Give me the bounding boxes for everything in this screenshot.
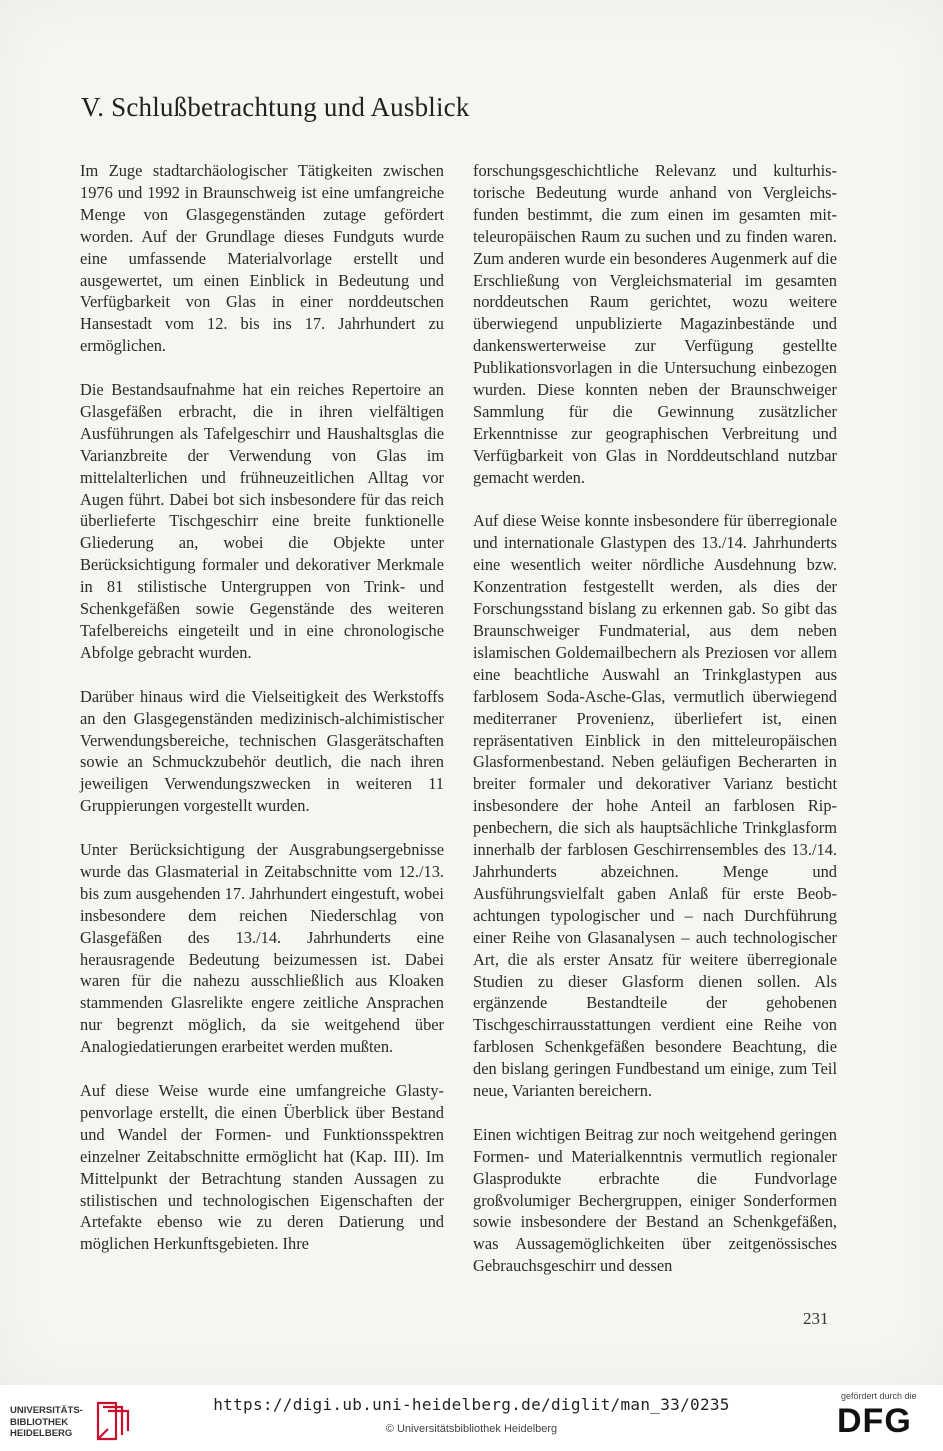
library-name-line: BIBLIOTHEK [10,1416,69,1428]
document-url-link[interactable]: https://digi.ub.uni-heidelberg.de/diglit/man_33/0235 [213,1395,730,1414]
paragraph: Auf diese Weise konnte insbesondere für überregionale und internationale Glastypen des 13./14. Jahrhunderts eine wesentlich weiter nördliche Ausdehnung bzw. Konzentration festgestellt werden, als dies der Forschungsstand bislang zu erkennen gab. So gibt das Braunschweiger Fundmaterial, aus dem neben islamischen Goldemailbechern als Preziosen vor allem eine beachtliche Auswahl an Trinkglastypen aus farblosem Soda-Asche-Glas, vermutlich überwiegend mediterraner Provenienz, überliefert ist, einen repräsentativen Einblick in den mitteleuropäischen Glasformenbestand. Neben geläufigen Becherarten in breiter formaler und dekorativer Varianz besticht insbesondere der hohe Anteil an farblosen Rippenbechern, die sich als hauptsächliche Trinkglasform innerhalb der farblosen Geschirrensembles des 13./14. Jahrhunderts abzeichnen. Menge und Ausführungsvielfalt gaben Anlaß für erste Beobachtungen typologischer und – nach Durchführung einer Reihe von Glasanalysen – auch technologischer Art, die als erster Ansatz für weitere überregionale Studien zu dieser Glasform dienen sollen. Als ergänzende Bestandteile der gehobenen Tischgeschirrausstattungen verdient eine Reihe von farblosen Schenkgefäßen besondere Beachtung, die den bislang geringen Fundbestand um einige, zum Teil neue, Varianten bereichern. [473,511,837,1101]
dfg-logo[interactable] [835,1391,935,1445]
paragraph: Unter Berücksichtigung der Ausgrabungsergebnisse wurde das Glasmaterial in Zeitabschnitte vom 12./13. bis zum ausgehenden 17. Jahrhundert eingestuft, wobei insbesondere dem reichen Niederschlag von Glasgefäßen des 13./14. Jahrhunderts eine herausragende Bedeutung beizumessen ist. Dabei waren für die nahezu ausschließlich aus Kloaken stammenden Glasrelikte engere zeitliche Ansprachen nur begrenzt möglich, da sie weitgehend über Analogiedatierungen erarbeitet werden mußten. [80,840,444,1057]
paragraph: Im Zuge stadtarchäologischer Tätigkeiten zwischen 1976 und 1992 in Braunschweig ist eine umfangreiche Menge von Glasgegenständen zutage gefördert worden. Auf der Grundlage dieses Fundguts wurde eine umfassende Materialvorlage erstellt und ausgewertet, um einen Einblick in Bedeutung und Verfügbarkeit von Glas in einer norddeutschen Hansestadt vom 12. bis ins 17. Jahrhundert zu ermöglichen. [80,161,444,356]
chapter-title: V. Schlußbetrachtung und Ausblick [81,92,470,122]
library-name-line: UNIVERSITÄTS- [10,1405,83,1416]
paragraph: Auf diese Weise wurde eine umfangreiche Glastypenvorlage erstellt, die einen Überblick über Bestand und Wandel der Formen- und Funktionsspektren einzelner Zeitabschnitte ermöglicht hat (Kap. III). Im Mittelpunkt der Betrachtung standen Aussagen zu stilistischen und technologischen Eigenschaften der Artefakte ebenso wie zu deren Datierung und möglichen Herkunftsgebieten. Ihre [80,1081,444,1254]
copyright-notice: © Universitätsbibliothek Heidelberg [385,1423,558,1435]
library-name-line: HEIDELBERG [10,1428,73,1439]
paragraph: Einen wichtigen Beitrag zur noch weitgehend geringen Formen- und Materialkenntnis vermutlich regionaler Glasprodukte erbrachte die Fundvorlage großvolumiger Bechergruppen, einiger Sonderformen sowie insbesondere der Bestand an Schenkgefäßen, was Aussagemöglichkeiten über zeitgenössisches Gebrauchsgeschirr und dessen [473,1124,837,1276]
left-column [80,160,444,1277]
paragraph: forschungsgeschichtliche Relevanz und kulturhistorische Bedeutung wurde anhand von Vergleichsfunden bestimmt, die zum einen im gesamten mitteleuropäischen Raum zu suchen und zu finden waren. Zum anderen wurde ein besonderes Augenmerk auf die Erschließung von Vergleichsmaterial im gesamten norddeutschen Raum gerichtet, wozu weitere überwiegend unpublizierte Magazinbestände und dankenswerterweise zur Verfügung gestellte Publikationsvorlagen in die Untersuchung einbezogen wurden. Diese konnten neben der Braunschweiger Sammlung für die Gewinnung zusätzlicher Erkenntnisse zur geographischen Verbreitung und Verfügbarkeit von Glas in Norddeutschland nutzbar gemacht werden. [473,161,837,487]
dfg-wordmark: DFG [837,1402,912,1440]
right-column [473,160,837,1299]
dfg-caption: gefördert durch die [841,1391,917,1401]
paragraph: Die Bestandsaufnahme hat ein reiches Repertoire an Glasgefäßen erbracht, die in ihren vielfältigen Ausführungen als Tafelgeschirr und Haushaltsglas die Varianzbreite der Verwendung von Glas im mittelalterlichen und frühneuzeitlichen Alltag vor Augen führt. Dabei bot sich insbesondere für das reich überlieferte Tischgeschirr eine breite funktionelle Gliederung an, wobei die Objekte unter Berücksichtigung formaler und dekorativer Merkmale in 81 stilistische Untergruppen von Trink- und Schenkgefäßen sowie Gegenstände des weiteren Tafelbereichs eingeteilt und in eine chronologische Abfolge gebracht wurden. [80,380,444,662]
page-number: 231 [803,1309,829,1328]
viewer-footer [0,1385,943,1451]
paragraph: Darüber hinaus wird die Vielseitigkeit des Werkstoffs an den Glasgegenständen medizinisch-alchimistischer Verwendungsbereiche, technischen Glasgerätschaften sowie an Schmuckzubehör deutlich, die nach ihren jeweiligen Verwendungszwecken in weiteren 11 Gruppierungen vorgestellt wurden. [80,686,444,816]
